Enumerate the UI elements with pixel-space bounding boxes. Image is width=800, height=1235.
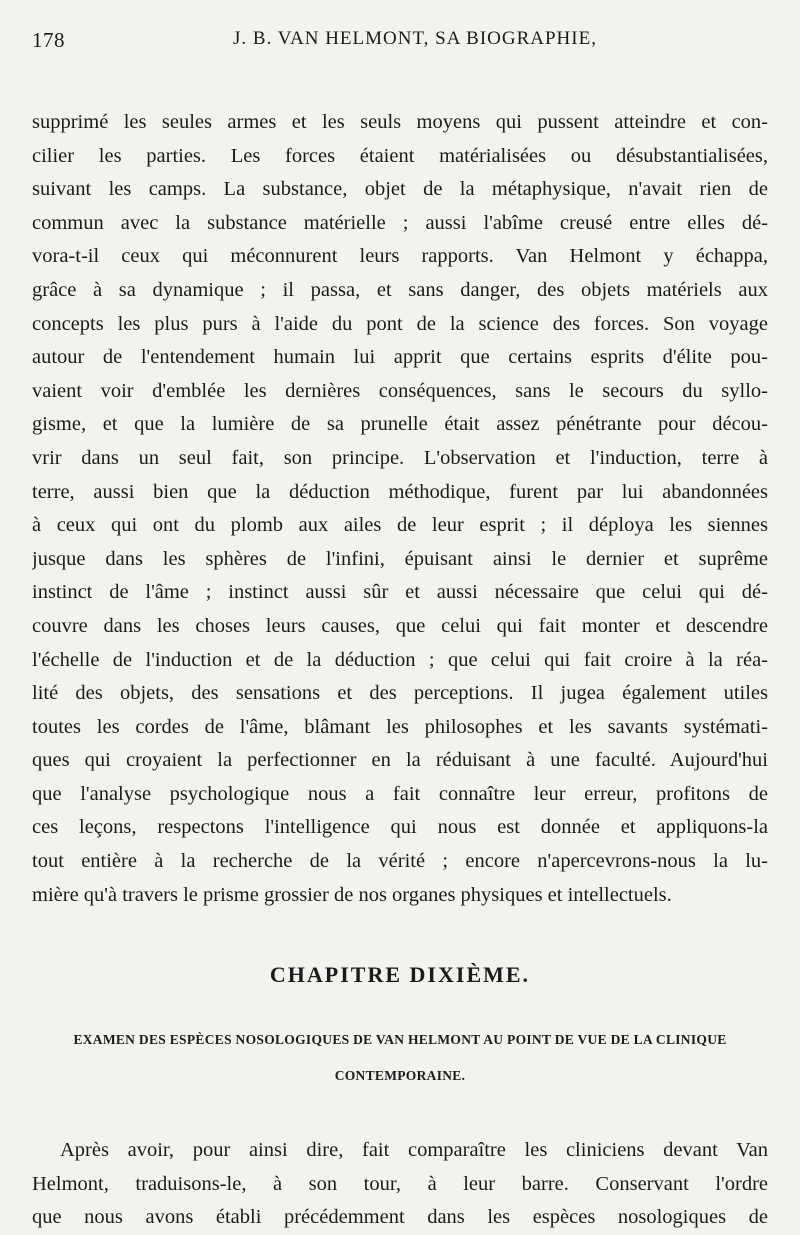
chapter-title: CHAPITRE DIXIÈME.: [269, 962, 531, 988]
text-line: supprimé les seules armes et les seuls moyens qui pussent atteindre et con-: [32, 111, 768, 133]
text-line: concepts les plus purs à l'aide du pont de la science des forces. Son voyage: [32, 312, 768, 335]
text-line: Après avoir, pour ainsi dire, fait comparaître les cliniciens devant Van: [60, 1139, 768, 1162]
chapter-subtitle-line: EXAMEN DES ESPÈCES NOSOLOGIQUES DE VAN HELMONT AU POINT DE VUE DE LA CLINIQUE: [73, 1032, 727, 1048]
text-line: suivant les camps. La substance, objet de la métaphysique, n'avait rien de: [32, 178, 768, 201]
text-line: mière qu'à travers le prisme grossier de nos organes physiques et intellectuels.: [32, 883, 672, 906]
text-line: gisme, et que la lumière de sa prunelle était assez pénétrante pour décou-: [32, 413, 768, 436]
page-number: 178: [32, 28, 65, 52]
opening-paragraph: [32, 1134, 768, 1235]
text-line: jusque dans les sphères de l'infini, épuisant ainsi le dernier et suprême: [32, 547, 768, 570]
text-line: lité des objets, des sensations et des perceptions. Il jugea également utiles: [32, 682, 768, 705]
text-line: vora-t-il ceux qui méconnurent leurs rapports. Van Helmont y échappa,: [32, 245, 768, 268]
text-line: grâce à sa dynamique ; il passa, et sans danger, des objets matériels aux: [32, 278, 768, 301]
running-header: [32, 26, 768, 60]
text-line: autour de l'entendement humain lui apprit que certains esprits d'élite pou-: [32, 346, 768, 369]
text-line: cilier les parties. Les forces étaient matérialisées ou désubstantialisées,: [32, 144, 768, 167]
text-line: à ceux qui ont du plomb aux ailes de leur esprit ; il déploya les siennes: [32, 514, 768, 537]
text-line: couvre dans les choses leurs causes, que celui qui fait monter et descendre: [32, 614, 768, 637]
text-line: l'échelle de l'induction et de la déduction ; que celui qui fait croire à la réa-: [32, 648, 768, 671]
text-line: vrir dans un seul fait, son principe. L'observation et l'induction, terre à: [32, 446, 768, 469]
text-line: commun avec la substance matérielle ; aussi l'abîme creusé entre elles dé-: [32, 211, 768, 234]
text-line: tout entière à la recherche de la vérité ; encore n'apercevrons-nous la lu-: [32, 850, 768, 873]
text-line: que l'analyse psychologique nous a fait connaître leur erreur, profitons de: [32, 782, 768, 805]
text-line: ces leçons, respectons l'intelligence qui nous est donnée et appliquons-la: [32, 816, 768, 839]
text-line: que nous avons établi précédemment dans les espèces nosologiques de: [32, 1206, 768, 1229]
text-line: toutes les cordes de l'âme, blâmant les philosophes et les savants systémati-: [32, 715, 768, 738]
chapter-subtitle-line: CONTEMPORAINE.: [334, 1068, 466, 1084]
chapter-subtitle: [32, 1022, 768, 1094]
text-line: vaient voir d'emblée les dernières conséquences, sans le secours du syllo-: [32, 379, 768, 402]
text-line: instinct de l'âme ; instinct aussi sûr et aussi nécessaire que celui qui dé-: [32, 581, 768, 604]
text-line: ques qui croyaient la perfectionner en la réduisant à une faculté. Aujourd'hui: [32, 749, 768, 772]
text-line: terre, aussi bien que la déduction méthodique, furent par lui abandonnées: [32, 480, 768, 503]
running-title: J. B. VAN HELMONT, SA BIOGRAPHIE,: [233, 28, 597, 49]
main-paragraph: [32, 106, 768, 912]
text-line: Helmont, traduisons-le, à son tour, à leur barre. Conservant l'ordre: [32, 1172, 768, 1195]
